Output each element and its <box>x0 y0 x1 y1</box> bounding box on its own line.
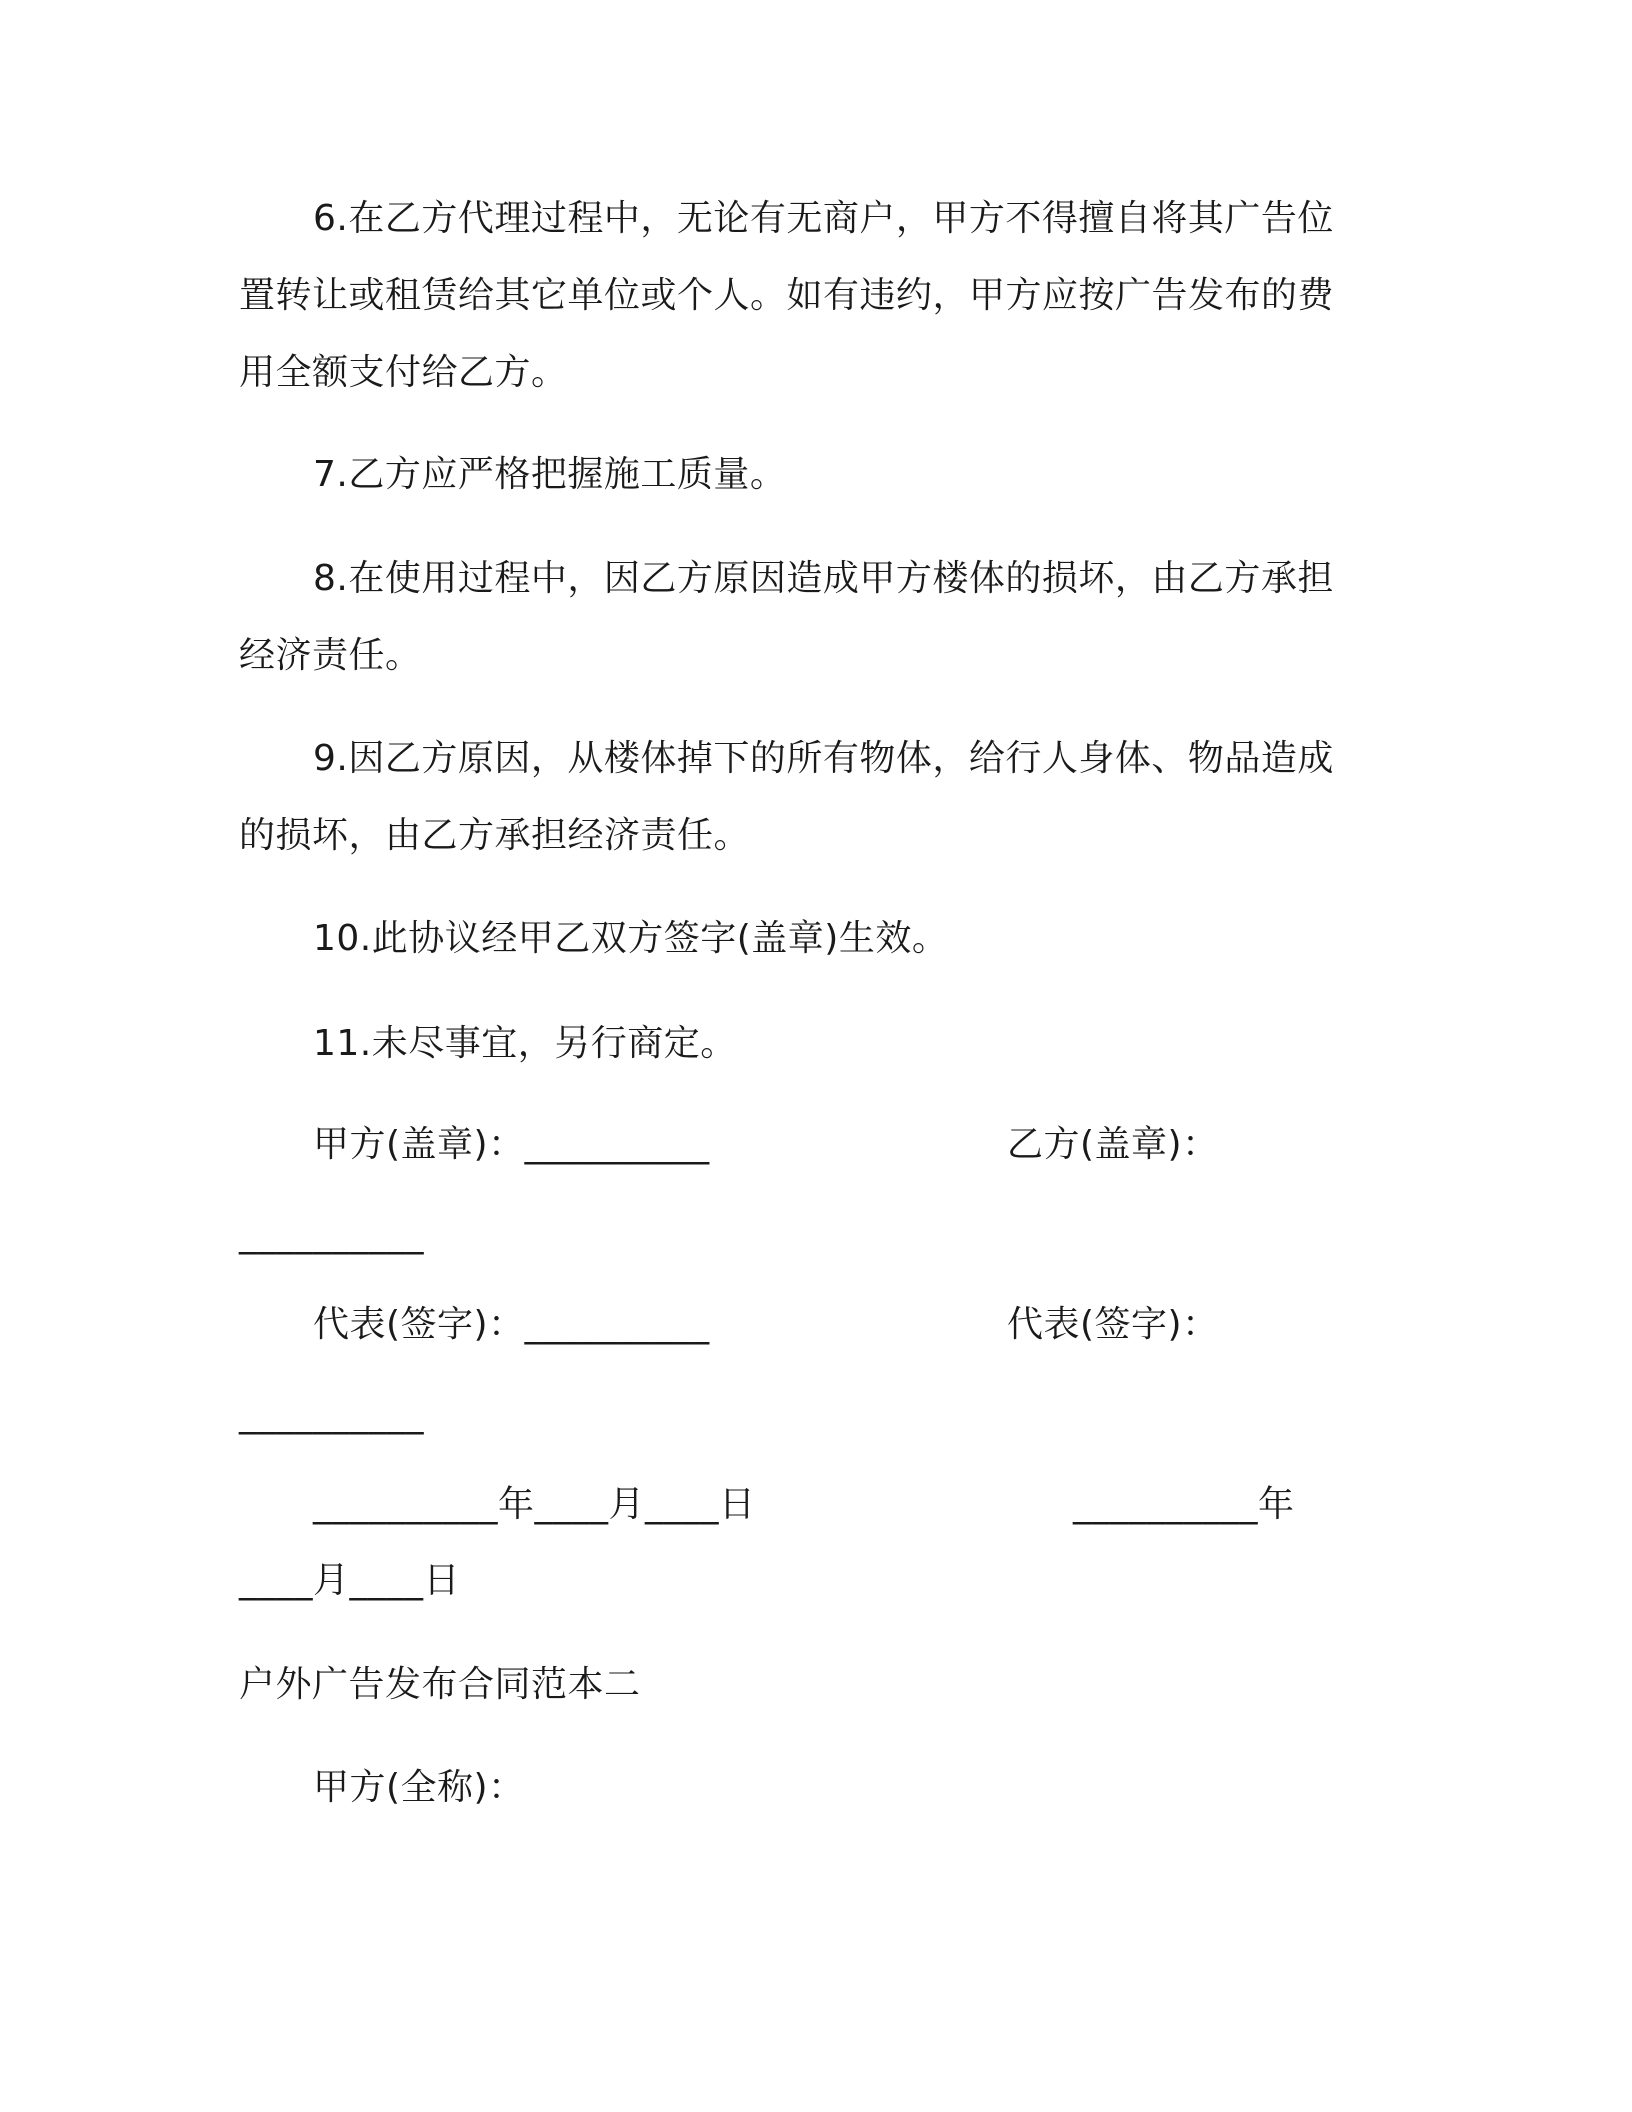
clause-9: 9.因乙方原因，从楼体掉下的所有物体，给行人身体、物品造成的损坏，由乙方承担经济责任。 <box>239 738 1334 856</box>
party-b-representative-blank: __________ <box>239 1394 424 1435</box>
clause-6: 6.在乙方代理过程中，无论有无商户，甲方不得擅自将其广告位置转让或租赁给其它单位或个人。如有违约，甲方应按广告发布的费用全额支付给乙方。 <box>239 198 1335 393</box>
party-a-date-line: __________年____月____日 <box>313 1484 756 1525</box>
party-b-date-continued: ____月____日 <box>239 1560 461 1601</box>
clause-11: 11.未尽事宜，另行商定。 <box>313 1023 737 1064</box>
party-b-representative-line: 代表(签字)： <box>1007 1304 1219 1345</box>
section-2-title: 户外广告发布合同范本二 <box>239 1664 641 1705</box>
party-a-seal-line: 甲方(盖章)：__________ <box>313 1124 710 1165</box>
party-a-fullname-line: 甲方(全称)： <box>313 1767 525 1808</box>
party-b-seal-blank: __________ <box>239 1214 424 1255</box>
clause-10: 10.此协议经甲乙双方签字(盖章)生效。 <box>313 918 949 959</box>
clause-7: 7.乙方应严格把握施工质量。 <box>313 454 787 495</box>
party-b-date-line: __________年 <box>1073 1484 1295 1525</box>
party-b-seal-line: 乙方(盖章)： <box>1007 1124 1219 1165</box>
party-a-representative-line: 代表(签字)：__________ <box>313 1304 710 1345</box>
clause-8: 8.在使用过程中，因乙方原因造成甲方楼体的损坏，由乙方承担经济责任。 <box>239 558 1334 676</box>
